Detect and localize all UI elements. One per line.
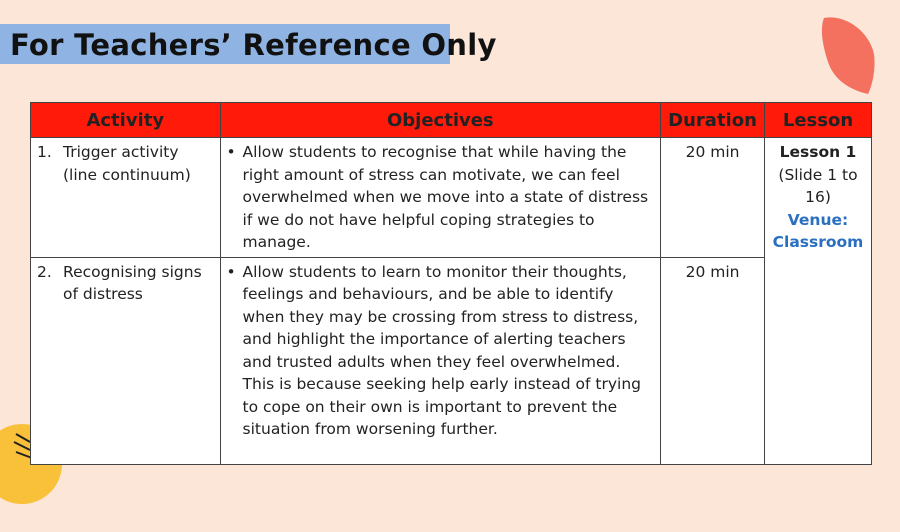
objective-text: Allow students to recognise that while having the right amount of stress can motivate, we can feel overwhelmed when we move into a state of distress if we do not have helpful coping strategies to manage. [242,143,649,251]
leaf-decoration-icon [820,14,876,96]
reference-table [30,102,872,465]
activity-number: 1. [37,143,52,161]
column-header-activity: Activity [31,103,221,138]
objective-text: Allow students to learn to monitor their thoughts, feelings and behaviours, and be able to identify when they may be crossing from stress to distress, and highlight the importance of alerting teachers and trusted adults when they feel overwhelmed. This is because seeking help early instead of trying to cope on their own is important to prevent the situation from worsening further. [242,262,642,438]
column-header-duration: Duration [661,103,765,138]
bullet-icon: • [226,262,236,281]
column-header-objectives: Objectives [220,103,661,138]
activity-text: Recognising signs of distress [63,262,202,303]
bullet-icon: • [226,143,236,161]
duration-cell: 20 min [661,138,765,258]
lesson-title: Lesson 1 [779,143,857,161]
objective-cell [220,257,661,464]
duration-cell: 20 min [661,257,765,464]
lesson-cell [764,138,871,465]
venue-value: Classroom [772,233,864,251]
table-row [31,138,872,258]
objective-cell [220,138,661,258]
lesson-slides: (Slide 1 to 16) [778,165,858,206]
venue-label: Venue: [787,210,849,229]
column-header-lesson: Lesson [764,103,871,138]
activity-text: Trigger activity (line continuum) [63,143,191,184]
page-title: For Teachers’ Reference Only [10,28,497,62]
activity-cell [31,257,221,464]
table-header-row [31,103,872,138]
activity-cell [31,138,221,258]
activity-number: 2. [37,262,52,281]
table-row [31,257,872,464]
